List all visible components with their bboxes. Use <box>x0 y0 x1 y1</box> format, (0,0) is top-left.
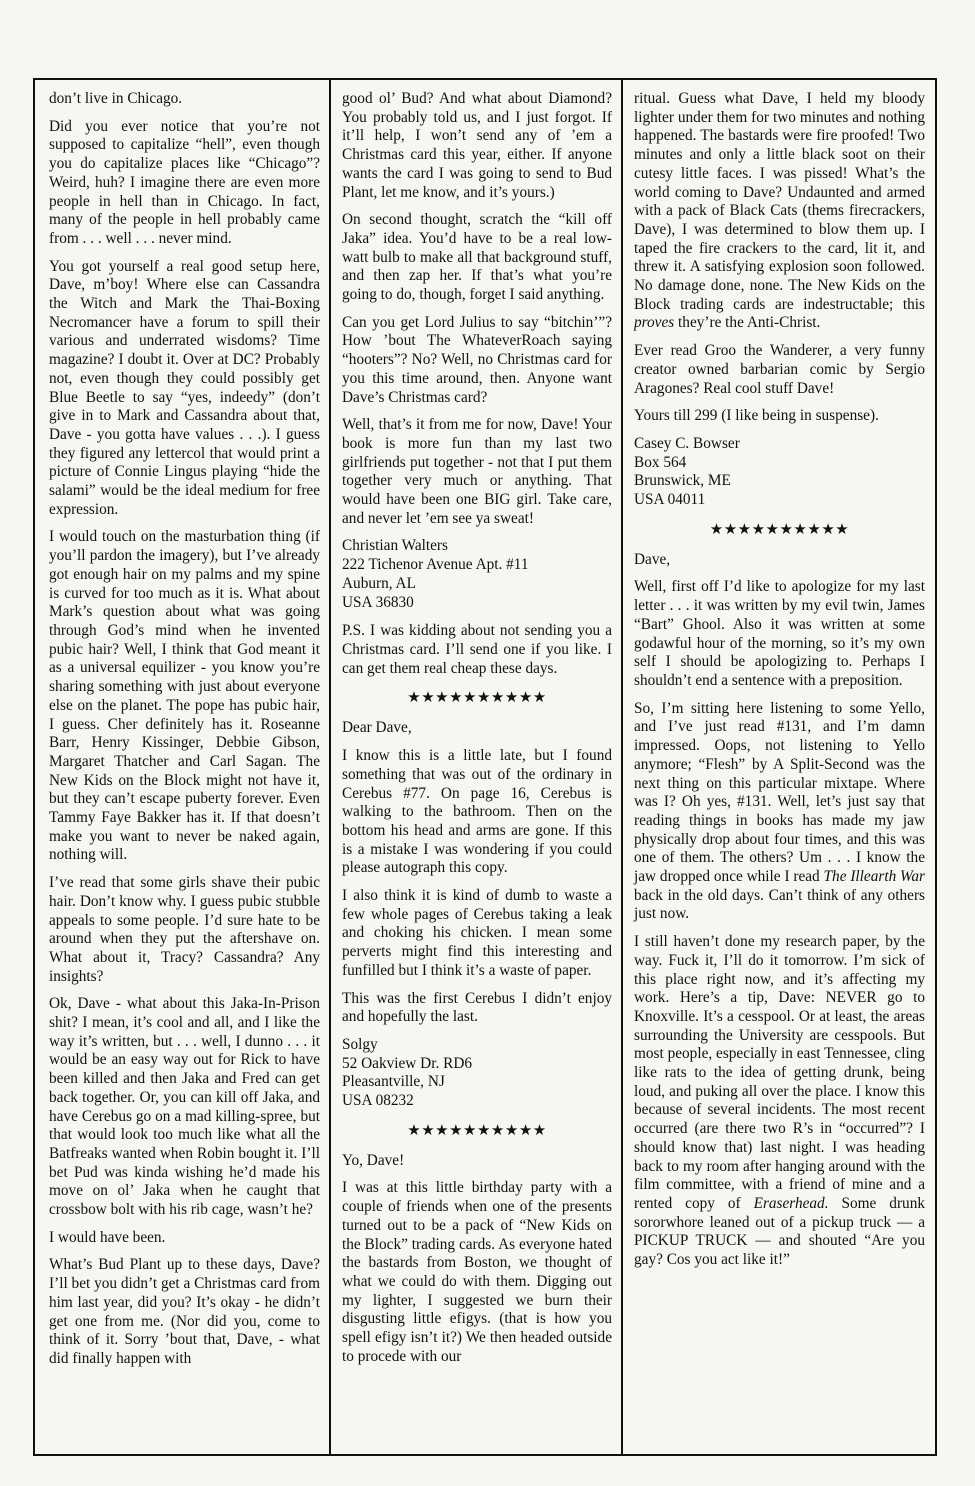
paragraph: Well, first off I’d like to apologize for my last letter . . . it was written by my evil twin, James “Bart” Ghool. Also it was written at some godawful hour of the morning, so it’s my own self I should be apologizing to. Perhaps I shouldn’t end a sentence with a preposition. <box>634 578 925 689</box>
paragraph: What’s Bud Plant up to these days, Dave? I’ll bet you didn’t get a Christmas card from him last year, did you? It’s okay - he didn’t get one from me. (Nor did you, come to think of it. Sorry ’bout that, Dave, - what did finally happen with <box>49 1256 320 1367</box>
emphasis: proves <box>634 314 675 332</box>
star-separator: ★★★★★★★★★★ <box>407 1122 547 1139</box>
paragraph: On second thought, scratch the “kill off Jaka” idea. You’d have to be a real low-watt bulb to make all that background stuff, and then zap her. If that’s what you’re going to do, though, forget I said anything. <box>342 211 612 304</box>
paragraph: This was the first Cerebus I didn’t enjoy and hopefully the last. <box>342 989 612 1026</box>
column-1 <box>37 80 330 1454</box>
address-line: USA 04011 <box>634 491 706 509</box>
address-line: Solgy <box>342 1035 378 1053</box>
address-line: Auburn, AL <box>342 574 416 592</box>
paragraph: Well, that’s it from me for now, Dave! Your book is more fun than my last two girlfriends put together - not that I put them together very much or anything. That would have been one BIG girl. Take care, and never let ’em see ya sweat! <box>342 416 612 527</box>
paragraph: good ol’ Bud? And what about Diamond? You probably told us, and I just forgot. If it’ll help, I won’t send any of ’em a Christmas card this year, either. If anyone wants the card I was going to send to Bud Plant, let me know, and it’s yours.) <box>342 90 612 201</box>
address-line: 222 Tichenor Avenue Apt. #11 <box>342 556 529 574</box>
address-line: USA 36830 <box>342 593 414 611</box>
text: back in the old days. Can’t think of any others just now. <box>634 886 925 923</box>
paragraph: I’ve read that some girls shave their pubic hair. Don’t know why. I guess pubic stubble appeals to some people. I’d sure hate to be around when they put the aftershave on. What about it, Tracy? Cassandra? Any insights? <box>49 874 320 985</box>
star-separator: ★★★★★★★★★★ <box>709 521 850 538</box>
paragraph <box>634 700 925 924</box>
text: they’re the Anti-Christ. <box>674 314 821 332</box>
paragraph <box>634 933 925 1270</box>
paragraph: I also think it is kind of dumb to waste a few whole pages of Cerebus taking a leak and choking his chicken. I mean some perverts might find this interesting and funfilled but I think it’s a waste of paper. <box>342 887 612 979</box>
column-2 <box>330 80 622 1454</box>
paragraph: You got yourself a real good setup here, Dave, m’boy! Where else can Cassandra the Witch and Mark the Thai-Boxing Necromancer have a forum to spill their various and underrated wisdoms? Time magazine? I doubt it. Over at DC? Probably not, even though they could possibly get Blue Beetle to say “yes, indeedy” (don’t give in to Mark and Cassandra about that, Dave - you gotta have values . . .). I guess they figured any lettercol that would print a picture of Connie Lingus playing “hide the salami” would be the ideal medium for free expression. <box>49 257 320 518</box>
address-line: Pleasantville, NJ <box>342 1073 445 1091</box>
paragraph: don’t live in Chicago. <box>49 90 183 107</box>
paragraph: Did you ever notice that you’re not supposed to capitalize “hell”, even though you do capitalize places like “Chicago”? Weird, huh? I imagine there are even more people in hell than in Chicago. In fact, many of the people in hell probably came from . . . well . . . never mind. <box>49 117 320 247</box>
salutation: Dave, <box>634 550 671 568</box>
star-separator: ★★★★★★★★★★ <box>407 690 547 707</box>
salutation: Dear Dave, <box>342 719 412 737</box>
paragraph: Ever read Groo the Wanderer, a very funny creator owned barbarian comic by Sergio Aragones? Real cool stuff Dave! <box>634 342 925 397</box>
paragraph: Ok, Dave - what about this Jaka-In-Prison shit? I mean, it’s cool and all, and I like the way it’s written, but . . . well, I dunno . . . it would be an easy way out for Rick to have been killed and then Jaka and Fred can get back together. Or, you can kill off Jaka, and have Cerebus go on a mad killing-spree, but that would look too much like what all the Batfreaks wanted when Robin bought it. I’ll bet Pud was kinda wishing he’d made his move on ol’ Jaka when he caught that crossbow bolt with his rib cage, wasn’t he? <box>49 995 320 1219</box>
column-3 <box>622 80 935 1454</box>
text: So, I’m sitting here listening to some Yello, and I’ve just read #131, and I’m damn impressed. Oops, not listening to Yello anymore; “Flesh” by A Split-Second was the next thing on this particular mixtape. Where was I? Oh yes, #131. Well, let’s just say that reading things in books has made my jaw physically drop about four times, and this was one of them. The others? Um . . . I know the jaw dropped once while I read <box>634 699 925 886</box>
text: ritual. Guess what Dave, I held my bloody lighter under them for two minutes and nothing happened. The bastards were fire proofed! Two minutes and only a little black soot on their cutesy little faces. I was pissed! What’s the world coming to Dave? Undaunted and armed with a pack of Black Cats (thems firecrackers, Dave), I was determined to blow them up. I taped the fire crackers to the card, lit it, and threw it. A satisfying explosion soon followed. No damage done, none. The New Kids on the Block trading cards are indestructable; this <box>634 90 925 313</box>
paragraph <box>634 90 925 333</box>
text: Some drunk sororwhore leaned out of a pickup truck — a PICKUP TRUCK — and shouted “Are you gay? Cos you act like it!” <box>634 1194 925 1269</box>
salutation: Yo, Dave! <box>342 1151 405 1169</box>
address-line: Christian Walters <box>342 537 448 555</box>
signature-address <box>342 1036 612 1111</box>
paragraph: I know this is a little late, but I found something that was out of the ordinary in Cerebus #77. On page 16, Cerebus is walking to the bathroom. Then on the bottom his head and arms are gone. If this is a mistake I was wondering if you could please autograph this copy. <box>342 747 612 877</box>
text: I still haven’t done my research paper, by the way. Fuck it, I’ll do it tomorrow. I’m sick of this place right now, and it’s affecting my work. Here’s a tip, Dave: NEVER go to Knoxville. It’s a cesspool. Or at least, the areas surrounding the University are cesspools. But most people, especially in east Tennessee, cling like rats to the idea of getting drunk, being loud, and puking all over the place. I know this because of several incidents. The most recent occurred (are there two R’s in “occurred”? I should know that) last night. I was heading back to my room after hanging around with the film committee, with a friend of mine and a rented copy of <box>634 933 925 1212</box>
paragraph: Yours till 299 (I like being in suspense). <box>634 407 879 425</box>
address-line: USA 08232 <box>342 1092 414 1110</box>
book-title: The Illearth War <box>823 868 925 886</box>
address-line: 52 Oakview Dr. RD6 <box>342 1054 473 1072</box>
paragraph: I would touch on the masturbation thing (if you’ll pardon the imagery), but I’ve already got enough hair on my palms and my spine is curved for too much as it is. What about Mark’s question about what was going through God’s mind when he invented pubic hair? Well, I think that God meant it as a universal equilizer - you know you’re sharing something with just about everyone else on the planet. The pope has pubic hair, I guess. Cher definitely has it. Roseanne Barr, Henry Kissinger, Debbie Gibson, Margaret Thatcher and Carl Sagan. The New Kids on the Block might not have it, but they can’t escape puberty forever. Even Tammy Faye Bakker has it. If that doesn’t make you want to never be naked again, nothing will. <box>49 528 320 864</box>
address-line: Box 564 <box>634 453 687 471</box>
paragraph: Can you get Lord Julius to say “bitchin’”? How ’bout The WhateverRoach saying “hooters”? No? Well, no Christmas card for you this time around, then. Anyone want Dave’s Christmas card? <box>342 313 612 406</box>
paragraph: I would have been. <box>49 1228 166 1246</box>
film-title: Eraserhead. <box>753 1194 829 1212</box>
signature-address <box>634 435 925 510</box>
postscript: P.S. I was kidding about not sending you a Christmas card. I’ll send one if you like. I can get them real cheap these days. <box>342 622 612 677</box>
address-line: Brunswick, ME <box>634 472 731 490</box>
paragraph: I was at this little birthday party with a couple of friends when one of the presents turned out to be a pack of “New Kids on the Block” trading cards. As everyone hated the bastards from Boston, we thought of what we could do with them. Digging out my lighter, I suggested we burn their disgusting little efigys. (that is how you spell efigy isn’t it?) We then headed outside to procede with our <box>342 1179 612 1365</box>
signature-address <box>342 537 612 612</box>
address-line: Casey C. Bowser <box>634 434 740 452</box>
